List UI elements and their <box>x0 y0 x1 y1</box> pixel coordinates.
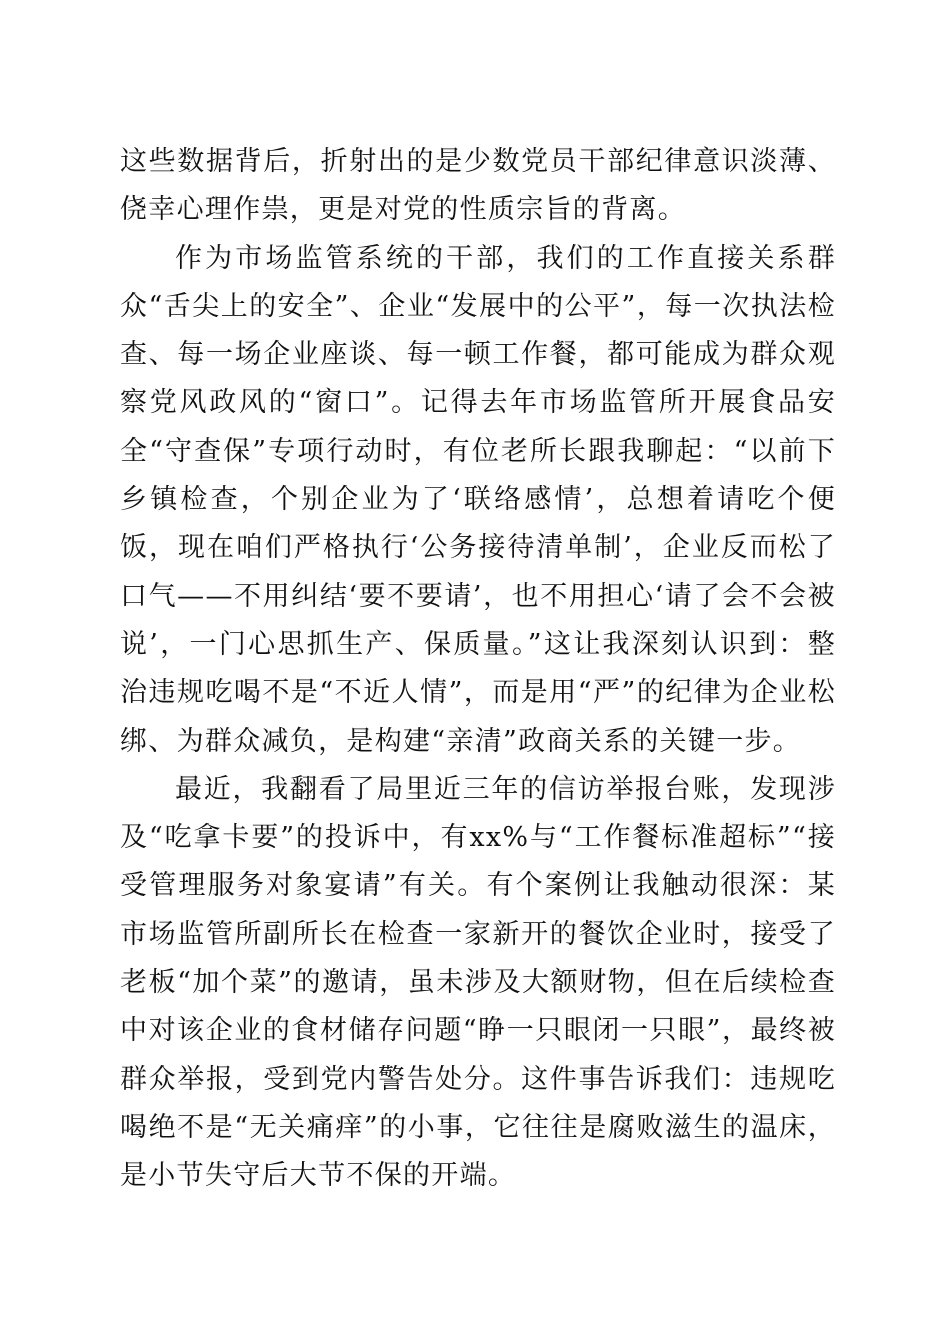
document-body <box>120 138 836 1201</box>
paragraph-2: 作为市场监管系统的干部，我们的工作直接关系群众“舌尖上的安全”、企业“发展中的公平”，每一次执法检查、每一场企业座谈、每一顿工作餐，都可能成为群众观察党风政风的“窗口”。记得去年市场监管所开展食品安全“守查保”专项行动时，有位老所长跟我聊起：“以前下乡镇检查，个别企业为了‘联络感情’，总想着请吃个便饭，现在咱们严格执行‘公务接待清单制’，企业反而松了口气——不用纠结‘要不要请’，也不用担心‘请了会不会被说’，一门心思抓生产、保质量。”这让我深刻认识到：整治违规吃喝不是“不近人情”，而是用“严”的纪律为企业松绑、为群众减负，是构建“亲清”政商关系的关键一步。 <box>120 242 836 757</box>
paragraph-1: 这些数据背后，折射出的是少数党员干部纪律意识淡薄、侥幸心理作祟，更是对党的性质宗旨的背离。 <box>120 146 836 226</box>
paragraph-3: 最近，我翻看了局里近三年的信访举报台账，发现涉及“吃拿卡要”的投诉中，有xx%与“工作餐标准超标”“接受管理服务对象宴请”有关。有个案例让我触动很深：某市场监管所副所长在检查一家新开的餐饮企业时，接受了老板“加个菜”的邀请，虽未涉及大额财物，但在后续检查中对该企业的食材储存问题“睁一只眼闭一只眼”，最终被群众举报，受到党内警告处分。这件事告诉我们：违规吃喝绝不是“无关痛痒”的小事，它往往是腐败滋生的温床，是小节失守后大节不保的开端。 <box>120 773 836 1192</box>
